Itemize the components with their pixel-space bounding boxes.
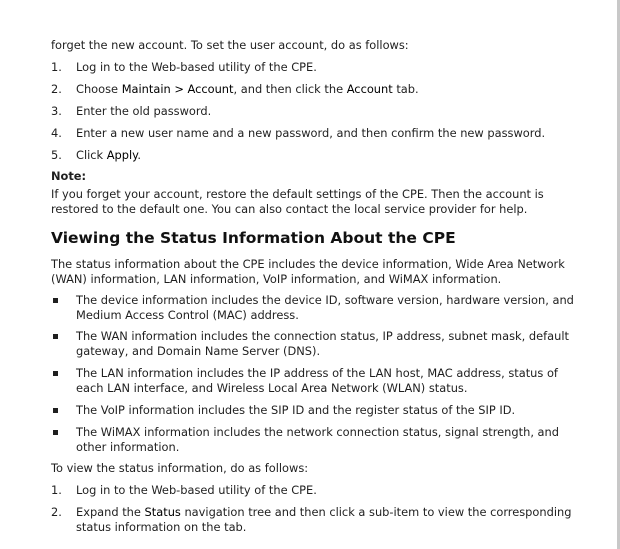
step-text: Choose xyxy=(76,82,122,96)
step-number: 4. xyxy=(51,126,62,140)
square-bullet-icon xyxy=(53,334,58,339)
bullet-text: The device information includes the device ID, software version, hardware version, and Medium Access Control (MAC) address. xyxy=(76,293,574,322)
step-text: navigation tree and then click a sub-item to view the corresponding status information on the tab. xyxy=(76,505,572,534)
step-text: Log in to the Web-based utility of the CPE. xyxy=(76,483,317,497)
bullet-text: The VoIP information includes the SIP ID and the register status of the SIP ID. xyxy=(76,403,516,417)
step-number: 1. xyxy=(51,60,62,74)
nav-tree-keyword: Status xyxy=(144,505,181,519)
account-step-1 xyxy=(51,60,580,75)
bullet-item-device xyxy=(51,293,580,323)
status-step-2 xyxy=(51,505,580,535)
step-text: tab. xyxy=(392,82,419,96)
tab-keyword: Account xyxy=(346,82,393,96)
step-text: Expand the xyxy=(76,505,145,519)
bullet-item-lan xyxy=(51,366,580,396)
section-heading xyxy=(51,228,580,248)
step-text: Enter the old password. xyxy=(76,104,212,118)
step-text: Log in to the Web-based utility of the CPE. xyxy=(76,60,317,74)
status-step-1 xyxy=(51,483,580,498)
status-intro-paragraph: The status information about the CPE includes the device information, Wide Area Network (WAN) information, LAN information, VoIP information, and WiMAX information. xyxy=(51,257,565,286)
bullet-text: The LAN information includes the IP address of the LAN host, MAC address, status of each LAN interface, and Wireless Local Area Network (WLAN) status. xyxy=(76,366,558,395)
step-text: , and then click the xyxy=(233,82,347,96)
step-number: 1. xyxy=(51,483,62,497)
bullet-text: The WAN information includes the connection status, IP address, subnet mask, default gateway, and Domain Name Server (DNS). xyxy=(76,329,569,358)
bullet-item-voip xyxy=(51,403,580,418)
account-step-2 xyxy=(51,82,580,97)
section-title: Viewing the Status Information About the CPE xyxy=(51,229,456,247)
step-text: Enter a new user name and a new password, and then confirm the new password. xyxy=(76,126,546,140)
step-text: Click xyxy=(76,148,107,162)
step-number: 3. xyxy=(51,104,62,118)
status-lead-paragraph: To view the status information, do as follows: xyxy=(51,461,309,475)
account-step-4 xyxy=(51,126,580,141)
bullet-text: The WiMAX information includes the network connection status, signal strength, and other information. xyxy=(76,425,559,454)
step-text: . xyxy=(137,148,141,162)
note-label: Note: xyxy=(51,169,87,183)
bullet-item-wimax xyxy=(51,425,580,455)
intro-paragraph: forget the new account. To set the user account, do as follows: xyxy=(51,38,409,52)
square-bullet-icon xyxy=(53,298,58,303)
square-bullet-icon xyxy=(53,371,58,376)
account-step-5 xyxy=(51,148,580,163)
menu-path-keyword: Maintain > Account xyxy=(121,82,234,96)
bullet-item-wan xyxy=(51,329,580,359)
account-step-3 xyxy=(51,104,580,119)
step-number: 2. xyxy=(51,82,62,96)
step-number: 5. xyxy=(51,148,62,162)
button-keyword: Apply xyxy=(106,148,138,162)
square-bullet-icon xyxy=(53,430,58,435)
step-number: 2. xyxy=(51,505,62,519)
note-text: If you forget your account, restore the default settings of the CPE. Then the account is restored to the default one. You can also contact the local service provider for help. xyxy=(51,187,544,216)
square-bullet-icon xyxy=(53,408,58,413)
